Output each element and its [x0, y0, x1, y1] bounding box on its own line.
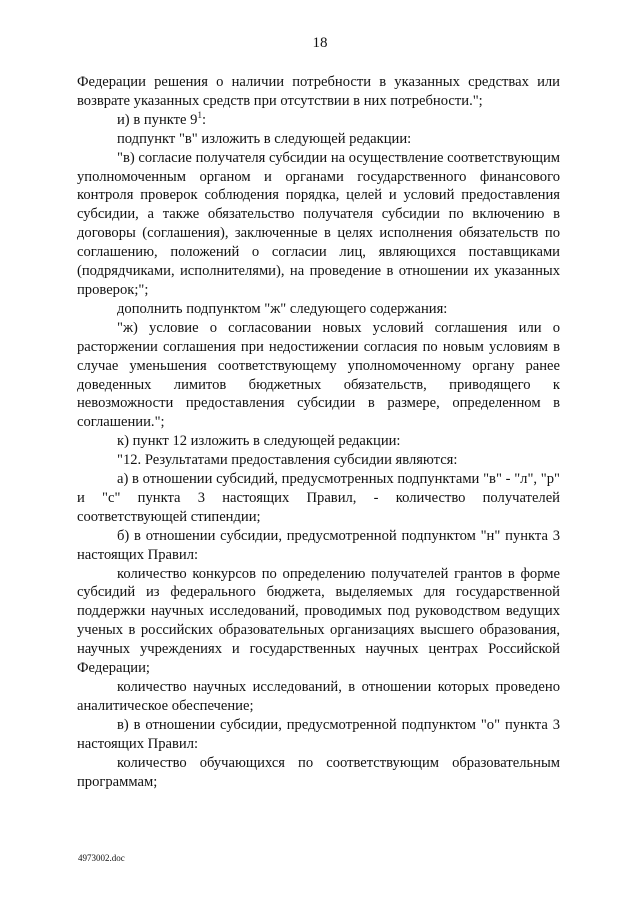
paragraph-subitem-v-intro: подпункт "в" изложить в следующей редакции:	[117, 130, 412, 147]
paragraph-item-i	[77, 111, 560, 130]
document-body	[77, 73, 560, 791]
footer-file-name: 4973002.doc	[78, 853, 125, 863]
paragraph-subitem-v: "в) согласие получателя субсидии на осуществление соответствующим уполномоченным органом и органами государственного финансового контроля проверок соблюдения порядка, целей и условий предоставления субсидии, а также обязательство получателя субсидии по включению в договоры (соглашения), заключенные в целях исполнения обязательств по соглашению, положений о согласии лиц, являющихся поставщиками (подрядчиками, исполнителями), на проведение в отношении их указанных проверок;";	[77, 149, 560, 298]
paragraph-point-12: "12. Результатами предоставления субсидии являются:	[117, 452, 458, 469]
paragraph-contests-count: количество конкурсов по определению получателей грантов в форме субсидий из федерального бюджета, выделяемых для государственной поддержки научных исследований, проводимых под руководством ведущих ученых в российских образовательных организациях высшего образования, научных учреждениях и государственных научных центрах Российской Федерации;	[77, 565, 560, 677]
paragraph-point-12-a: а) в отношении субсидий, предусмотренных подпунктами "в" - "л", "р" и "с" пункта 3 настоящих Правил, - количество получателей соответствующей стипендии;	[77, 471, 560, 525]
paragraph-point-12-b: б) в отношении субсидии, предусмотренной подпунктом "н" пункта 3 настоящих Правил:	[77, 527, 560, 563]
item-i-text: и) в пункте 9	[117, 111, 198, 128]
paragraph-subitem-zh: "ж) условие о согласовании новых условий соглашения или о расторжении соглашения при недостижении согласия по новым условиям в случае уменьшения соответствующему уполномоченному органу ранее доведенных лимитов бюджетных обязательств, приводящего к невозможности предоставления субсидии в размере, определенном в соглашении.";	[77, 319, 560, 431]
paragraph-point-12-v: в) в отношении субсидии, предусмотренной подпунктом "о" пункта 3 настоящих Правил:	[77, 716, 560, 752]
page-number: 18	[312, 35, 328, 51]
paragraph-add-zh-intro: дополнить подпунктом "ж" следующего содержания:	[117, 300, 448, 317]
item-i-colon: :	[201, 111, 207, 128]
paragraph-students-count: количество обучающихся по соответствующим образовательным программам;	[77, 754, 560, 790]
item-i-superscript: 1	[197, 109, 202, 120]
paragraph-item-k: к) пункт 12 изложить в следующей редакции:	[117, 433, 401, 450]
paragraph-continuation: Федерации решения о наличии потребности в указанных средствах или возврате указанных средств при отсутствии в них потребности.";	[77, 74, 560, 109]
paragraph-research-count: количество научных исследований, в отношении которых проведено аналитическое обеспечение;	[77, 679, 560, 714]
